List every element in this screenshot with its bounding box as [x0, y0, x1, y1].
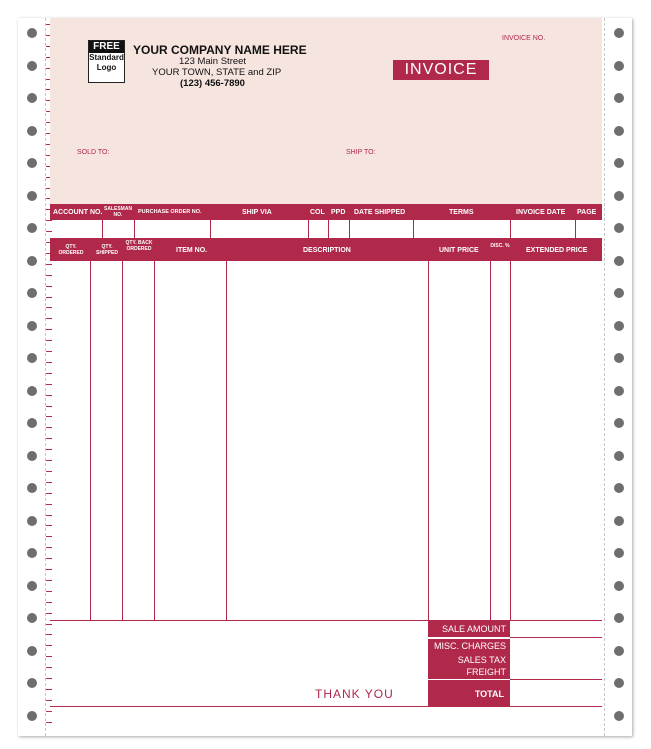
item-no-column-line — [154, 261, 155, 620]
sprocket-hole — [614, 548, 624, 558]
terms-header: TERMS — [449, 209, 474, 216]
sprocket-hole — [614, 191, 624, 201]
company-name: YOUR COMPANY NAME HERE — [133, 43, 307, 57]
divider — [328, 220, 329, 238]
total-box — [428, 680, 510, 706]
sprocket-hole — [27, 516, 37, 526]
divider — [102, 220, 103, 238]
sprocket-hole — [27, 28, 37, 38]
sprocket-hole — [27, 613, 37, 623]
invoice-date-header: INVOICE DATE — [516, 209, 566, 216]
ppd-header: PPD — [331, 209, 346, 216]
sale-amount-line — [510, 637, 602, 638]
page-header: PAGE — [577, 209, 597, 216]
qty-shipped-column-line — [90, 261, 91, 620]
sale-amount-label: SALE AMOUNT — [441, 624, 506, 634]
sprocket-hole — [27, 256, 37, 266]
back-ordered-column-line — [122, 261, 123, 620]
divider — [349, 220, 350, 238]
account-no-header: ACCOUNT NO. — [53, 209, 103, 216]
sprocket-hole — [614, 28, 624, 38]
purchase-order-no-header: PURCHASE ORDER NO. — [138, 209, 202, 215]
charges-line — [510, 679, 602, 680]
company-city: YOUR TOWN, STATE and ZIP — [152, 67, 282, 78]
sprocket-hole — [27, 321, 37, 331]
company-phone: (123) 456-7890 — [180, 78, 245, 89]
sprocket-hole — [27, 581, 37, 591]
extended-price-column-line — [510, 261, 511, 620]
left-tractor-strip — [18, 18, 46, 736]
misc-charges-label: MISC. CHARGES — [433, 641, 506, 651]
sprocket-hole — [614, 126, 624, 136]
sprocket-hole — [614, 288, 624, 298]
ship-via-header: SHIP VIA — [242, 209, 272, 216]
sprocket-hole — [614, 516, 624, 526]
invoice-form — [50, 18, 602, 736]
sprocket-hole — [614, 256, 624, 266]
sprocket-hole — [614, 158, 624, 168]
thank-you-text: THANK YOU — [315, 687, 394, 701]
sold-to-label: SOLD TO: — [77, 149, 110, 156]
disc-column-line — [490, 261, 491, 620]
sprocket-hole — [614, 613, 624, 623]
qty-ordered-header: QTY. ORDERED — [58, 244, 84, 256]
invoice-title: INVOICE — [393, 60, 489, 80]
sprocket-hole — [614, 678, 624, 688]
sprocket-hole — [27, 61, 37, 71]
sprocket-hole — [27, 158, 37, 168]
logo-standard-text: Standard — [89, 53, 124, 62]
sprocket-hole — [614, 646, 624, 656]
logo-free-text: FREE — [89, 41, 124, 53]
disc-header: DISC. % — [490, 243, 510, 249]
freight-label: FREIGHT — [466, 667, 506, 677]
sale-amount-box — [428, 621, 510, 637]
description-column-line — [226, 261, 227, 620]
sales-tax-label: SALES TAX — [457, 655, 506, 665]
sprocket-hole — [614, 223, 624, 233]
account-header-bar — [50, 204, 602, 220]
extended-price-header: EXTENDED PRICE — [526, 247, 588, 254]
company-street: 123 Main Street — [179, 56, 247, 67]
divider — [134, 220, 135, 238]
unit-price-column-line — [428, 261, 429, 620]
sprocket-hole — [614, 711, 624, 721]
logo-box — [88, 40, 125, 83]
divider — [210, 220, 211, 238]
sprocket-hole — [27, 418, 37, 428]
qty-shipped-header: QTY. SHIPPED — [96, 244, 118, 256]
sprocket-hole — [27, 223, 37, 233]
sprocket-hole — [27, 288, 37, 298]
sprocket-hole — [614, 418, 624, 428]
sprocket-hole — [27, 93, 37, 103]
divider — [575, 220, 576, 238]
sprocket-hole — [614, 386, 624, 396]
date-shipped-header: DATE SHIPPED — [354, 209, 406, 216]
sprocket-hole — [27, 353, 37, 363]
sprocket-hole — [27, 711, 37, 721]
sprocket-hole — [614, 581, 624, 591]
invoice-number-label: INVOICE NO. — [502, 35, 546, 42]
divider — [413, 220, 414, 238]
sprocket-hole — [27, 646, 37, 656]
total-label: TOTAL — [474, 689, 504, 699]
salesman-no-header: SALESMAN NO. — [104, 206, 133, 218]
divider — [510, 220, 511, 238]
sprocket-hole — [27, 126, 37, 136]
sprocket-hole — [614, 61, 624, 71]
sprocket-hole — [614, 483, 624, 493]
invoice-form-paper — [18, 18, 632, 736]
items-bottom-line — [50, 620, 602, 621]
ship-to-label: SHIP TO: — [346, 149, 376, 156]
item-no-header: ITEM NO. — [176, 247, 208, 254]
qty-back-ordered-header: QTY. BACK ORDERED — [125, 240, 153, 252]
sprocket-hole — [27, 451, 37, 461]
unit-price-header: UNIT PRICE — [439, 247, 479, 254]
right-tractor-strip — [604, 18, 632, 736]
description-header: DESCRIPTION — [303, 247, 351, 254]
sprocket-hole — [27, 483, 37, 493]
footer-line — [50, 706, 602, 707]
sprocket-hole — [614, 93, 624, 103]
sprocket-hole — [27, 548, 37, 558]
divider — [308, 220, 309, 238]
sprocket-hole — [27, 191, 37, 201]
sprocket-hole — [27, 386, 37, 396]
logo-logo-text: Logo — [96, 63, 117, 72]
sprocket-hole — [614, 353, 624, 363]
col-header: COL — [310, 209, 325, 216]
sprocket-hole — [27, 678, 37, 688]
sprocket-hole — [614, 321, 624, 331]
item-header-bar — [50, 239, 602, 261]
sprocket-hole — [614, 451, 624, 461]
